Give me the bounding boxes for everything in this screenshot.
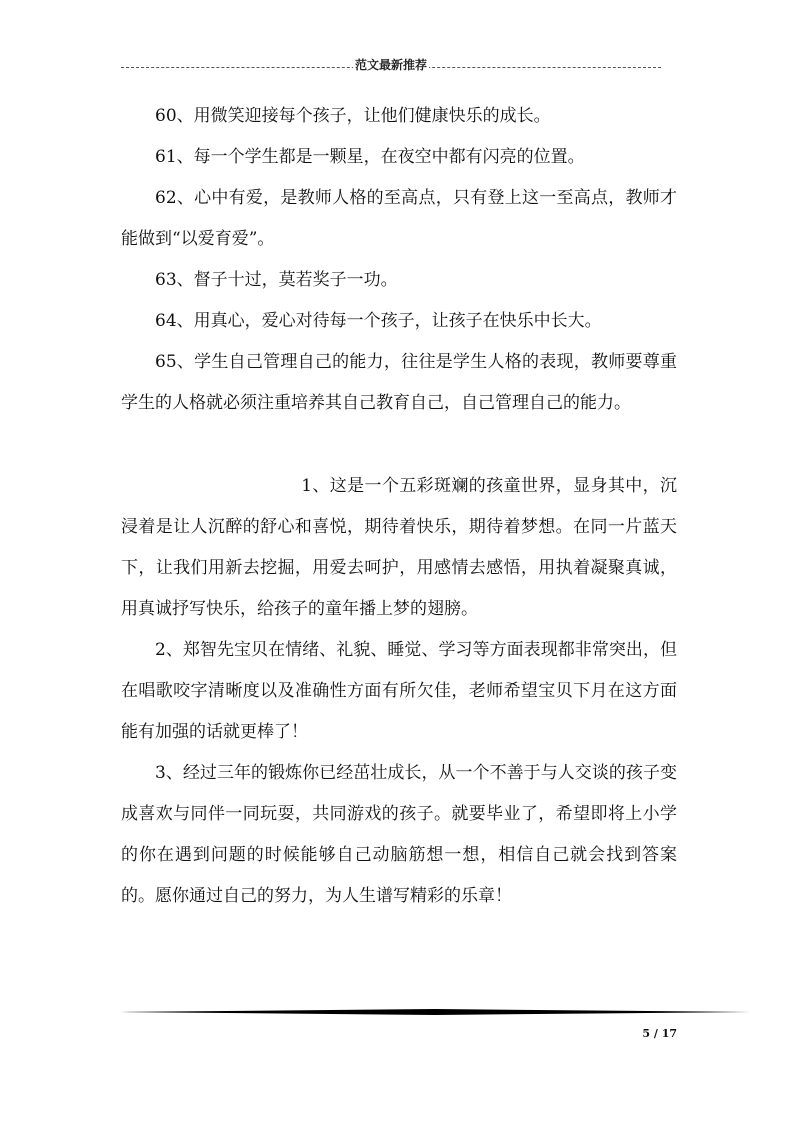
header-title: 范文最新推荐: [354, 58, 428, 72]
comment-paragraph-3: 3、经过三年的锻炼你已经茁壮成长，从一个不善于与人交谈的孩子变成喜欢与同伴一同玩耍，共同游戏的孩子。就要毕业了，希望即将上小学的你在遇到问题的时候能够自己动脑筋想一想，相信自己就会找到答案的。愿你通过自己的努力，为人生谱写精彩的乐章！: [121, 763, 677, 906]
document-body: [121, 96, 677, 917]
paragraph-61: 61、每一个学生都是一颗星，在夜空中都有闪亮的位置。: [155, 147, 585, 167]
page-number: 5 / 17: [642, 1027, 677, 1040]
page-header: [121, 56, 661, 76]
footer-rule: [120, 1009, 751, 1015]
paragraph-65: 65、学生自己管理自己的能力，往往是学生人格的表现，教师要尊重学生的人格就必须注重培养其自己教育自己，自己管理自己的能力。: [121, 352, 677, 413]
paragraph-64: 64、用真心，爱心对待每一个孩子，让孩子在快乐中长大。: [155, 311, 602, 331]
paragraph-63: 63、督子十过，莫若奖子一功。: [155, 270, 398, 290]
section-gap: [121, 424, 677, 466]
paragraph-62: 62、心中有爱，是教师人格的至高点，只有登上这一至高点，教师才能做到“以爱育爱”。: [121, 188, 677, 249]
comment-paragraph-2: 2、郑智先宝贝在情绪、礼貌、睡觉、学习等方面表现都非常突出，但在唱歌咬字清晰度以及准确性方面有所欠佳，老师希望宝贝下月在这方面能有加强的话就更棒了！: [121, 640, 677, 742]
comment-paragraph-1: 1、这是一个五彩斑斓的孩童世界，显身其中，沉浸着是让人沉醉的舒心和喜悦，期待着快乐，期待着梦想。在同一片蓝天下，让我们用新去挖掘，用爱去呵护，用感情去感悟，用执着凝聚真诚，用真诚抒写快乐，给孩子的童年播上梦的翅膀。: [121, 476, 677, 619]
paragraph-60: 60、用微笑迎接每个孩子，让他们健康快乐的成长。: [155, 106, 551, 126]
